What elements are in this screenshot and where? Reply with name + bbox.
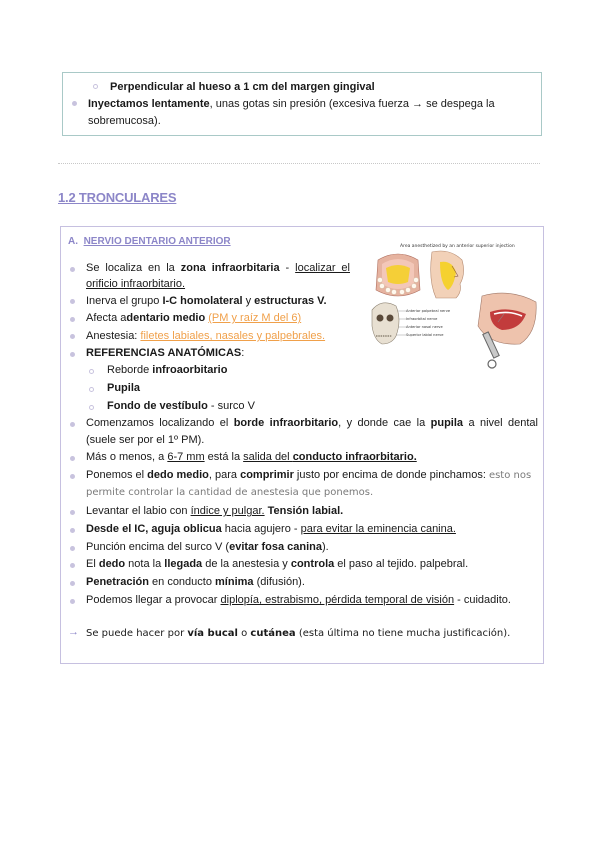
arrow-icon: → (68, 626, 79, 638)
label-superior-labial: Superior labial nerve (406, 333, 444, 337)
list-item-anesthesia: Anestesia: filetes labiales, nasales y palpebrales. (86, 330, 326, 342)
bullet-icon (70, 546, 75, 551)
separator-line (58, 163, 540, 164)
label-infraorbital: Infraorbital nerve (406, 317, 438, 321)
label-anterior-palpebral: Anterior palpebral nerve (406, 309, 451, 313)
sub-bullet-icon (89, 387, 94, 392)
bullet-icon (72, 101, 77, 106)
list-item-finger-line2: permite controlar la cantidad de anestesia que ponemos. (86, 487, 374, 498)
list-item-finger: Ponemos el dedo medio, para comprimir justo por encima de donde pinchamos: esto nos (86, 469, 532, 481)
sub-bullet-icon (89, 369, 94, 374)
bullet-icon (70, 563, 75, 568)
bullet-icon (70, 599, 75, 604)
box1-sub-item: Perpendicular al hueso a 1 cm del margen gingival (110, 81, 375, 93)
sub-item-pupila: Pupila (107, 382, 141, 394)
sub-item-reborde: Reborde infroaorbitario (107, 364, 228, 376)
list-item-lift-lip: Levantar el labio con índice y pulgar. Tensión labial. (86, 505, 344, 517)
bullet-icon (70, 510, 75, 515)
list-item-start: Comenzamos localizando el borde infraorbitario, y donde cae la pupila a nivel dental (86, 417, 538, 429)
bullet-icon (70, 456, 75, 461)
bullet-icon (70, 317, 75, 322)
list-item-location-line2: orificio infraorbitario. (86, 278, 186, 290)
list-item-affects: Afecta adentario medio (PM y raíz M del 6) (86, 312, 302, 324)
note-route: Se puede hacer por vía bucal o cutánea (esta última no tiene mucha justificación). (86, 628, 511, 639)
list-item-start-line2: (suele ser por el 1º PM). (86, 434, 205, 446)
bullet-icon (70, 474, 75, 479)
bullet-icon (70, 267, 75, 272)
figure-caption: Area anesthetized by an anterior superior injection (400, 244, 515, 249)
bullet-icon (70, 299, 75, 304)
list-item-puncture: Punción encima del surco V (evitar fosa canina). (86, 541, 329, 553)
list-item-innervation: Inerva el grupo I-C homolateral y estructuras V. (86, 295, 327, 307)
anatomy-figure (370, 240, 540, 372)
bullet-icon (70, 581, 75, 586)
subsection-heading: A. NERVIO DENTARIO ANTERIOR (68, 236, 231, 247)
bullet-icon (70, 334, 75, 339)
list-item-references: REFERENCIAS ANATÓMICAS: (86, 347, 245, 359)
sub-item-vestibulo: Fondo de vestíbulo - surco V (107, 400, 255, 412)
bullet-icon (70, 422, 75, 427)
list-item-location: Se localiza en la zona infraorbitaria - localizar el (86, 262, 350, 274)
box1-item-line2: sobremucosa). (88, 115, 161, 127)
section-heading: 1.2 TRONCULARES (58, 190, 177, 205)
list-item-needle: Desde el IC, aguja oblicua hacia agujero - para evitar la eminencia canina. (86, 523, 456, 535)
list-item-distance: Más o menos, a 6-7 mm está la salida del conducto infraorbitario. (86, 451, 417, 463)
box1-item-line1: Inyectamos lentamente, unas gotas sin presión (excesiva fuerza → se despega la (88, 98, 495, 110)
bullet-icon (70, 352, 75, 357)
sub-bullet-icon (93, 84, 98, 89)
list-item-control: El dedo nota la llegada de la anestesia y controla el paso al tejido. palpebral. (86, 558, 469, 570)
anatomy-illustration (370, 240, 540, 372)
sub-bullet-icon (89, 405, 94, 410)
bullet-icon (70, 528, 75, 533)
list-item-complications: Podemos llegar a provocar diplopía, estrabismo, pérdida temporal de visión - cuidadito. (86, 594, 511, 606)
list-item-penetration: Penetración en conducto mínima (difusión). (86, 576, 305, 588)
label-anterior-nasal: Anterior nasal nerve (406, 325, 443, 329)
